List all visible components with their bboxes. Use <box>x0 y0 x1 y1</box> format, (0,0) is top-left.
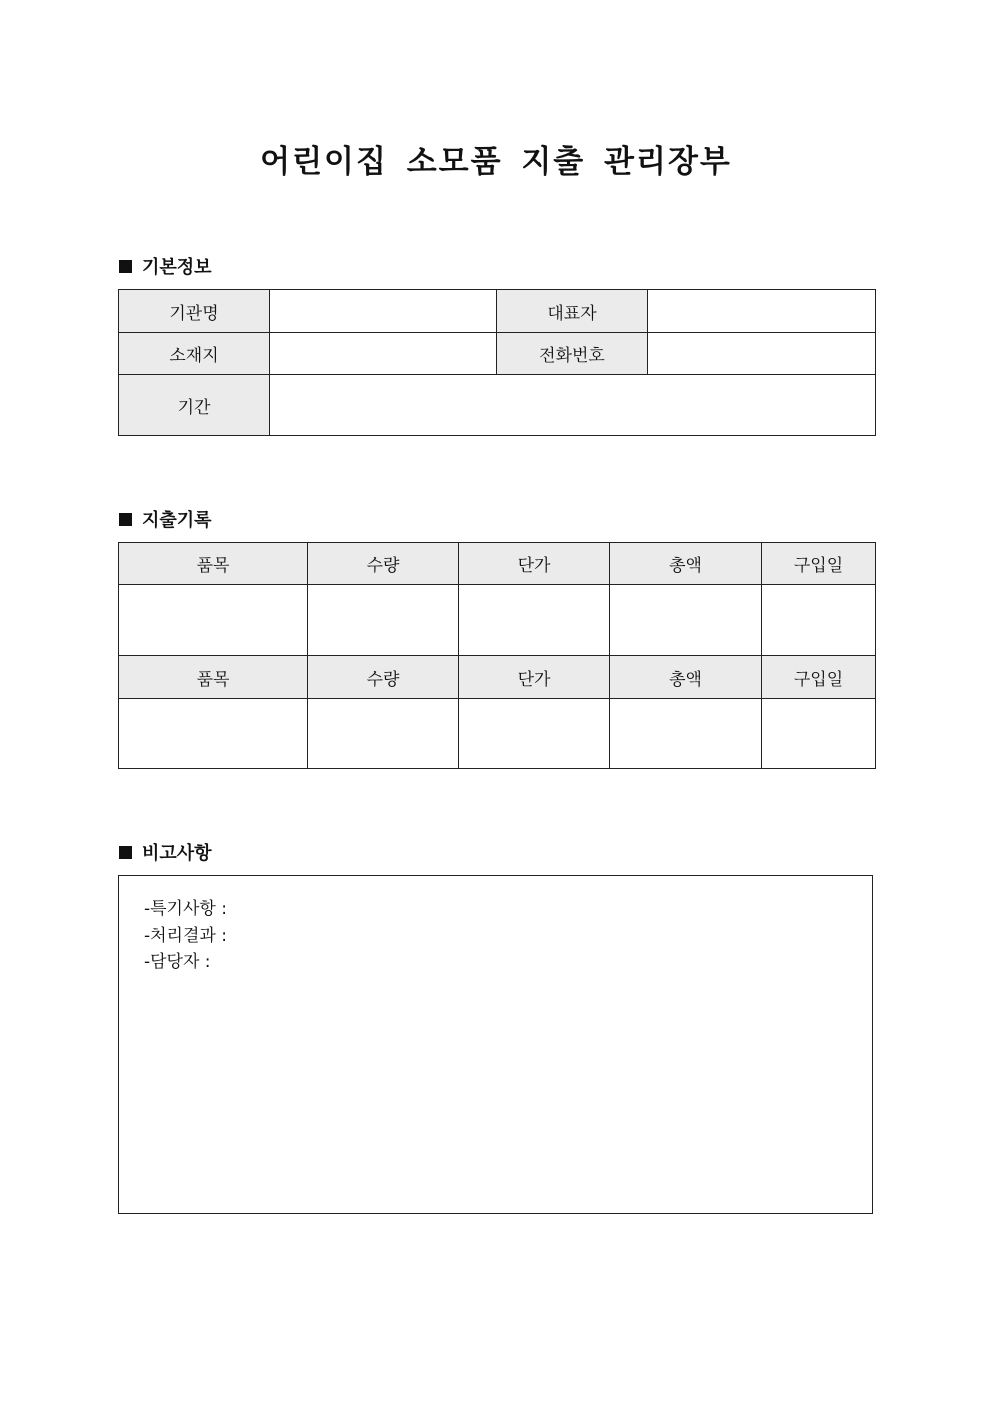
header-total: 총액 <box>610 543 762 585</box>
table-row <box>119 585 876 656</box>
header-item: 품목 <box>119 543 308 585</box>
phone-label: 전화번호 <box>497 333 648 375</box>
representative-label: 대표자 <box>497 290 648 333</box>
remarks-heading-label: 비고사항 <box>142 843 212 864</box>
total-cell[interactable] <box>610 699 762 769</box>
header-purchase-date: 구입일 <box>762 543 876 585</box>
purchase-date-cell[interactable] <box>762 699 876 769</box>
square-bullet-icon <box>119 260 132 273</box>
unit-price-cell[interactable] <box>459 585 610 656</box>
basic-info-heading-label: 기본정보 <box>142 257 212 278</box>
square-bullet-icon <box>119 846 132 859</box>
header-total: 총액 <box>610 656 762 699</box>
expenditure-heading-label: 지출기록 <box>142 510 212 531</box>
representative-field[interactable] <box>648 290 876 333</box>
table-row <box>119 699 876 769</box>
address-field[interactable] <box>270 333 497 375</box>
header-unit-price: 단가 <box>459 656 610 699</box>
basic-info-table <box>118 289 876 436</box>
institution-label: 기관명 <box>119 290 270 333</box>
item-cell[interactable] <box>119 699 308 769</box>
basic-info-heading <box>119 253 212 279</box>
remarks-person-in-charge: -담당자 : <box>144 952 211 972</box>
expenditure-table <box>118 542 876 769</box>
quantity-cell[interactable] <box>308 585 459 656</box>
header-quantity: 수량 <box>308 656 459 699</box>
item-cell[interactable] <box>119 585 308 656</box>
purchase-date-cell[interactable] <box>762 585 876 656</box>
period-field[interactable] <box>270 375 876 436</box>
page-title: 어린이집 소모품 지출 관리장부 <box>260 144 732 180</box>
unit-price-cell[interactable] <box>459 699 610 769</box>
remarks-result: -처리결과 : <box>144 925 227 946</box>
address-label: 소재지 <box>119 333 270 375</box>
total-cell[interactable] <box>610 585 762 656</box>
phone-field[interactable] <box>648 333 876 375</box>
header-purchase-date: 구입일 <box>762 656 876 699</box>
remarks-heading <box>119 839 212 865</box>
remarks-box[interactable] <box>118 875 873 1214</box>
header-unit-price: 단가 <box>459 543 610 585</box>
period-label: 기간 <box>119 375 270 436</box>
remarks-special-notes: -특기사항 : <box>144 899 227 919</box>
header-quantity: 수량 <box>308 543 459 585</box>
quantity-cell[interactable] <box>308 699 459 769</box>
header-item: 품목 <box>119 656 308 699</box>
expenditure-heading <box>119 506 212 532</box>
square-bullet-icon <box>119 513 132 526</box>
institution-field[interactable] <box>270 290 497 333</box>
